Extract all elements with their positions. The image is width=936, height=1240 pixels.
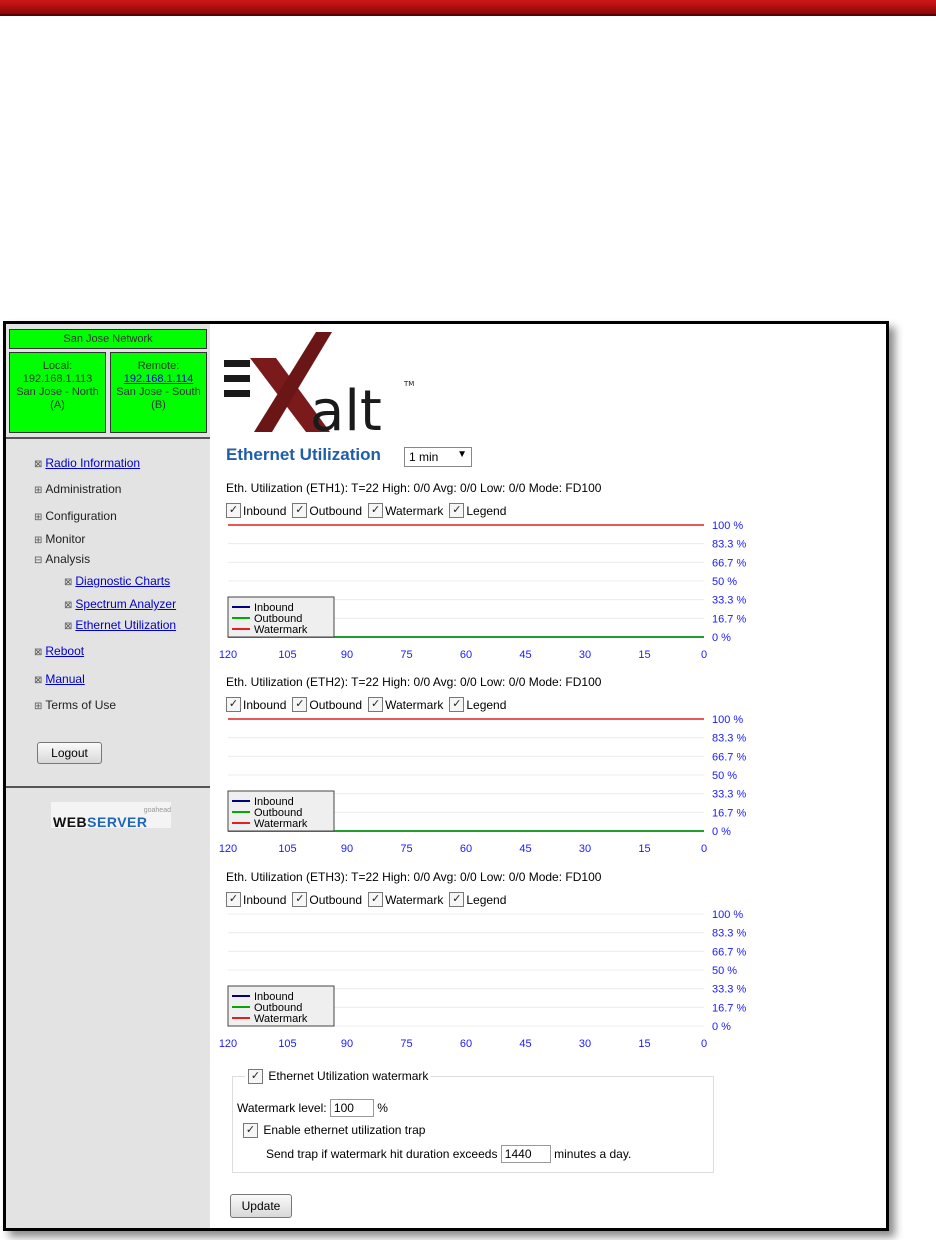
x-tick-label: 105 xyxy=(278,843,297,855)
legend-label: Inbound xyxy=(254,602,294,614)
remote-radio-box xyxy=(110,352,207,433)
inbound-checkbox[interactable]: ✓ xyxy=(226,503,241,518)
y-tick-label: 0 % xyxy=(712,1021,731,1033)
sidebar-item-reboot[interactable]: ⊠ Reboot xyxy=(34,644,85,658)
x-tick-label: 45 xyxy=(519,1038,532,1050)
plus-box-icon[interactable]: ⊞ xyxy=(34,535,43,546)
local-ip: 192.168.1.113 xyxy=(22,373,93,385)
y-tick-label: 0 % xyxy=(712,826,731,838)
x-tick-label: 45 xyxy=(519,843,532,855)
page-icon: ⊠ xyxy=(34,459,43,470)
sidebar-item-manual[interactable]: ⊠ Manual xyxy=(34,672,85,686)
chart-legend xyxy=(228,791,334,831)
utilization-chart-eth3 xyxy=(218,870,884,1065)
sidebar-item-diagnostic-charts[interactable]: ⊠ Diagnostic Charts xyxy=(64,574,171,588)
logout-button[interactable]: Logout xyxy=(37,742,102,764)
exalt-logo xyxy=(224,328,414,434)
trademark-mark: TM xyxy=(404,380,414,388)
x-tick-label: 60 xyxy=(459,1038,473,1050)
x-tick-label: 120 xyxy=(218,843,238,855)
trap-enable-label: Enable ethernet utilization trap xyxy=(263,1123,426,1137)
chart-series-toggles xyxy=(226,503,512,518)
update-button[interactable]: Update xyxy=(230,1194,292,1218)
x-tick-label: 75 xyxy=(400,843,413,855)
trap-duration-suffix: minutes a day. xyxy=(554,1147,632,1161)
x-tick-label: 45 xyxy=(519,649,532,661)
watermark-checkbox-label: Watermark xyxy=(385,697,444,712)
local-radio-box xyxy=(9,352,106,433)
y-tick-label: 50 % xyxy=(712,576,738,588)
app-window xyxy=(3,321,889,1231)
legend-label: Watermark xyxy=(254,1013,308,1025)
legend-checkbox-label: Legend xyxy=(466,892,507,907)
x-tick-label: 0 xyxy=(700,1038,708,1050)
outbound-checkbox[interactable]: ✓ xyxy=(292,697,307,712)
legend-label: Outbound xyxy=(254,807,303,819)
document-top-rule xyxy=(0,0,936,16)
x-tick-label: 90 xyxy=(340,1038,354,1050)
remote-label: Remote: xyxy=(137,360,180,372)
y-tick-label: 100 % xyxy=(712,909,744,921)
chart-stats: Eth. Utilization (ETH1): T=22 High: 0/0 Avg: 0/0 Low: 0/0 Mode: FD100 xyxy=(226,481,602,495)
legend-label: Inbound xyxy=(254,796,294,808)
legend-checkbox[interactable]: ✓ xyxy=(449,892,464,907)
outbound-checkbox[interactable]: ✓ xyxy=(292,892,307,907)
legend-checkbox-label: Legend xyxy=(466,503,507,518)
x-tick-label: 120 xyxy=(218,649,238,661)
sidebar-item-spectrum-analyzer[interactable]: ⊠ Spectrum Analyzer xyxy=(64,597,177,611)
chart-plot xyxy=(214,711,774,856)
x-tick-label: 30 xyxy=(578,843,592,855)
watermark-level-unit: % xyxy=(377,1101,388,1115)
legend-checkbox[interactable]: ✓ xyxy=(449,697,464,712)
inbound-checkbox-label: Inbound xyxy=(243,503,287,518)
x-tick-label: 60 xyxy=(459,843,473,855)
x-tick-label: 0 xyxy=(700,649,708,661)
minus-box-icon[interactable]: ⊟ xyxy=(34,555,43,566)
watermark-checkbox[interactable]: ✓ xyxy=(368,503,383,518)
y-tick-label: 100 % xyxy=(712,520,744,532)
logo-text: alt xyxy=(310,379,382,434)
sidebar xyxy=(6,324,210,1228)
x-tick-label: 15 xyxy=(638,649,651,661)
y-tick-label: 33.3 % xyxy=(712,594,747,607)
chevron-down-icon: ▼ xyxy=(457,449,467,460)
x-tick-label: 105 xyxy=(278,1038,297,1050)
y-tick-label: 100 % xyxy=(712,714,744,726)
chart-legend xyxy=(228,597,334,637)
x-tick-label: 15 xyxy=(638,843,651,855)
page-icon: ⊠ xyxy=(64,577,73,588)
x-tick-label: 105 xyxy=(278,649,297,661)
sidebar-item-ethernet-utilization[interactable]: ⊠ Ethernet Utilization xyxy=(64,618,177,632)
y-tick-label: 66.7 % xyxy=(712,946,747,959)
utilization-chart-eth1 xyxy=(218,481,884,676)
watermark-enable-row xyxy=(245,1069,431,1084)
page-title: Ethernet Utilization xyxy=(226,445,381,464)
trap-duration-row xyxy=(266,1145,631,1163)
sidebar-item-administration[interactable]: ⊞ Administration xyxy=(34,482,122,496)
utilization-chart-eth2 xyxy=(218,675,884,870)
interval-value: 1 min xyxy=(409,450,439,464)
watermark-settings xyxy=(232,1069,714,1173)
chart-plot xyxy=(214,517,774,662)
watermark-level-input[interactable] xyxy=(330,1099,374,1117)
chart-plot xyxy=(214,906,774,1051)
inbound-checkbox[interactable]: ✓ xyxy=(226,697,241,712)
watermark-level-label: Watermark level: xyxy=(237,1101,327,1115)
sidebar-item-analysis[interactable]: ⊟ Analysis xyxy=(34,552,91,566)
sidebar-item-configuration[interactable]: ⊞ Configuration xyxy=(34,509,117,523)
plus-box-icon[interactable]: ⊞ xyxy=(34,701,43,712)
sidebar-divider xyxy=(6,437,210,439)
y-tick-label: 16.7 % xyxy=(712,1002,747,1015)
page-icon: ⊠ xyxy=(64,600,73,611)
webserver-logo: WEBSERVER xyxy=(53,814,148,830)
x-tick-label: 30 xyxy=(578,1038,592,1050)
y-tick-label: 50 % xyxy=(712,770,738,782)
watermark-checkbox[interactable]: ✓ xyxy=(368,892,383,907)
remote-name: San Jose - South (B) xyxy=(116,386,201,411)
plus-box-icon[interactable]: ⊞ xyxy=(34,485,43,496)
x-tick-label: 90 xyxy=(340,843,354,855)
trap-duration-prefix: Send trap if watermark hit duration exceeds xyxy=(266,1147,498,1161)
chart-legend xyxy=(228,986,334,1026)
x-tick-label: 30 xyxy=(578,649,592,661)
legend-label: Outbound xyxy=(254,1002,303,1014)
y-tick-label: 50 % xyxy=(712,965,738,977)
watermark-section-title: Ethernet Utilization watermark xyxy=(268,1069,429,1083)
y-tick-label: 83.3 % xyxy=(712,927,747,940)
trap-duration-input[interactable] xyxy=(501,1145,551,1163)
outbound-checkbox-label: Outbound xyxy=(309,892,363,907)
plus-box-icon[interactable]: ⊞ xyxy=(34,512,43,523)
inbound-checkbox-label: Inbound xyxy=(243,697,287,712)
inbound-checkbox-label: Inbound xyxy=(243,892,287,907)
y-tick-label: 66.7 % xyxy=(712,557,747,570)
inbound-checkbox[interactable]: ✓ xyxy=(226,892,241,907)
y-tick-label: 0 % xyxy=(712,632,731,644)
trap-enable-checkbox[interactable]: ✓ xyxy=(243,1123,258,1138)
local-name: San Jose - North (A) xyxy=(16,386,99,411)
y-tick-label: 66.7 % xyxy=(712,751,747,764)
watermark-checkbox-label: Watermark xyxy=(385,503,444,518)
chart-series-toggles xyxy=(226,892,512,907)
legend-checkbox[interactable]: ✓ xyxy=(449,503,464,518)
outbound-checkbox[interactable]: ✓ xyxy=(292,503,307,518)
chart-stats: Eth. Utilization (ETH3): T=22 High: 0/0 Avg: 0/0 Low: 0/0 Mode: FD100 xyxy=(226,870,602,884)
y-tick-label: 83.3 % xyxy=(712,732,747,745)
sidebar-item-monitor[interactable]: ⊞ Monitor xyxy=(34,532,86,546)
x-tick-label: 75 xyxy=(400,1038,413,1050)
legend-label: Inbound xyxy=(254,991,294,1003)
legend-checkbox-label: Legend xyxy=(466,697,507,712)
sidebar-item-radio-information[interactable]: ⊠ Radio Information xyxy=(34,456,141,470)
trap-enable-row xyxy=(243,1123,425,1138)
chart-series-toggles xyxy=(226,697,512,712)
y-tick-label: 83.3 % xyxy=(712,538,747,551)
y-tick-label: 16.7 % xyxy=(712,613,747,626)
sidebar-item-terms-of-use[interactable]: ⊞ Terms of Use xyxy=(34,698,117,712)
legend-label: Watermark xyxy=(254,624,308,636)
y-tick-label: 16.7 % xyxy=(712,807,747,820)
y-tick-label: 33.3 % xyxy=(712,788,747,801)
main-content xyxy=(218,324,884,1228)
outbound-checkbox-label: Outbound xyxy=(309,697,363,712)
watermark-checkbox-label: Watermark xyxy=(385,892,444,907)
remote-ip-link[interactable]: 192.168.1.114 xyxy=(123,373,194,385)
x-tick-label: 0 xyxy=(700,843,708,855)
outbound-checkbox-label: Outbound xyxy=(309,503,363,518)
sidebar-divider xyxy=(6,786,210,788)
page-icon: ⊠ xyxy=(34,675,43,686)
page-icon: ⊠ xyxy=(64,621,73,632)
page-icon: ⊠ xyxy=(34,647,43,658)
webserver-logo-small: goahead xyxy=(143,807,171,814)
network-title: San Jose Network xyxy=(9,329,207,349)
watermark-checkbox[interactable]: ✓ xyxy=(368,697,383,712)
x-tick-label: 90 xyxy=(340,649,354,661)
watermark-level-row xyxy=(237,1099,388,1117)
local-label: Local: xyxy=(42,360,73,372)
x-tick-label: 75 xyxy=(400,649,413,661)
y-tick-label: 33.3 % xyxy=(712,983,747,996)
legend-label: Watermark xyxy=(254,818,308,830)
interval-select[interactable] xyxy=(404,447,472,467)
chart-stats: Eth. Utilization (ETH2): T=22 High: 0/0 Avg: 0/0 Low: 0/0 Mode: FD100 xyxy=(226,675,602,689)
x-tick-label: 120 xyxy=(218,1038,238,1050)
legend-label: Outbound xyxy=(254,613,303,625)
x-tick-label: 15 xyxy=(638,1038,651,1050)
watermark-enable-checkbox[interactable]: ✓ xyxy=(248,1069,263,1084)
x-tick-label: 60 xyxy=(459,649,473,661)
